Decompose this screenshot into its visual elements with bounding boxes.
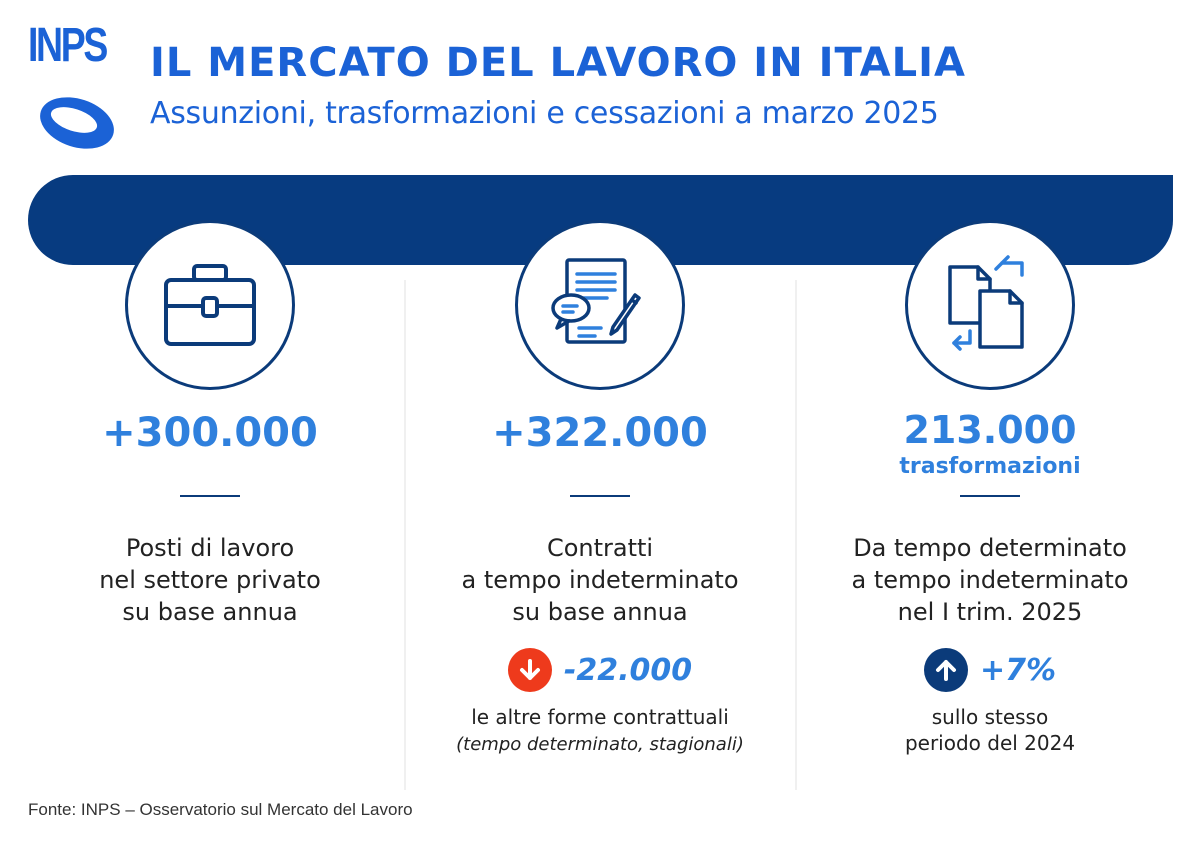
- other-contracts-value: -22.000: [563, 652, 693, 688]
- note-line: le altre forme contrattuali: [471, 705, 729, 729]
- document-transfer-icon: [940, 255, 1040, 355]
- logo-ring-icon: [34, 90, 120, 156]
- arrow-down-icon: [508, 648, 552, 692]
- desc-line: su base annua: [122, 598, 298, 626]
- desc-line: a tempo indeterminato: [851, 566, 1129, 594]
- transformations-description: [790, 532, 1190, 628]
- arrow-up-icon: [924, 648, 968, 692]
- permanent-contracts-value: +322.000: [492, 410, 708, 456]
- yoy-value: +7%: [979, 652, 1057, 688]
- desc-line: nel I trim. 2025: [897, 598, 1083, 626]
- section-rule: [180, 495, 240, 497]
- icon-circle: [905, 220, 1075, 390]
- icon-circle: [125, 220, 295, 390]
- briefcase-icon: [160, 260, 260, 350]
- note-italic-wrap: [400, 730, 800, 758]
- jobs-value: +300.000: [102, 410, 318, 456]
- permanent-contracts-description: [400, 532, 800, 628]
- section-rule: [960, 495, 1020, 497]
- desc-line: nel settore privato: [99, 566, 321, 594]
- transformations-label: trasformazioni: [899, 454, 1081, 479]
- icon-circle: [515, 220, 685, 390]
- inps-logo: [28, 19, 128, 72]
- contract-document-icon: [545, 250, 655, 360]
- page-subtitle: Assunzioni, trasformazioni e cessazioni a marzo 2025: [150, 96, 939, 131]
- desc-line: Posti di lavoro: [125, 534, 295, 562]
- yoy-stat: [790, 648, 1190, 692]
- source-note: Fonte: INPS – Osservatorio sul Mercato del Lavoro: [28, 800, 413, 819]
- yoy-note: [790, 704, 1190, 756]
- desc-line: a tempo indeterminato: [461, 566, 739, 594]
- jobs-description: [10, 532, 410, 628]
- logo-text: INPS: [28, 19, 107, 72]
- transformations-value: 213.000: [903, 408, 1077, 452]
- other-contracts-note: [400, 704, 800, 758]
- stat-column-jobs: [10, 220, 410, 780]
- stat-column-permanent-contracts: [400, 220, 800, 780]
- desc-line: Da tempo determinato: [853, 534, 1127, 562]
- desc-line: su base annua: [512, 598, 688, 626]
- note-line: sullo stesso: [931, 705, 1049, 729]
- page-title: IL MERCATO DEL LAVORO IN ITALIA: [150, 40, 966, 86]
- note-line: periodo del 2024: [904, 731, 1076, 755]
- other-contracts-stat: [400, 648, 800, 692]
- desc-line: Contratti: [546, 534, 654, 562]
- stat-column-transformations: [790, 220, 1190, 780]
- note-italic: (tempo determinato, stagionali): [456, 734, 744, 755]
- section-rule: [570, 495, 630, 497]
